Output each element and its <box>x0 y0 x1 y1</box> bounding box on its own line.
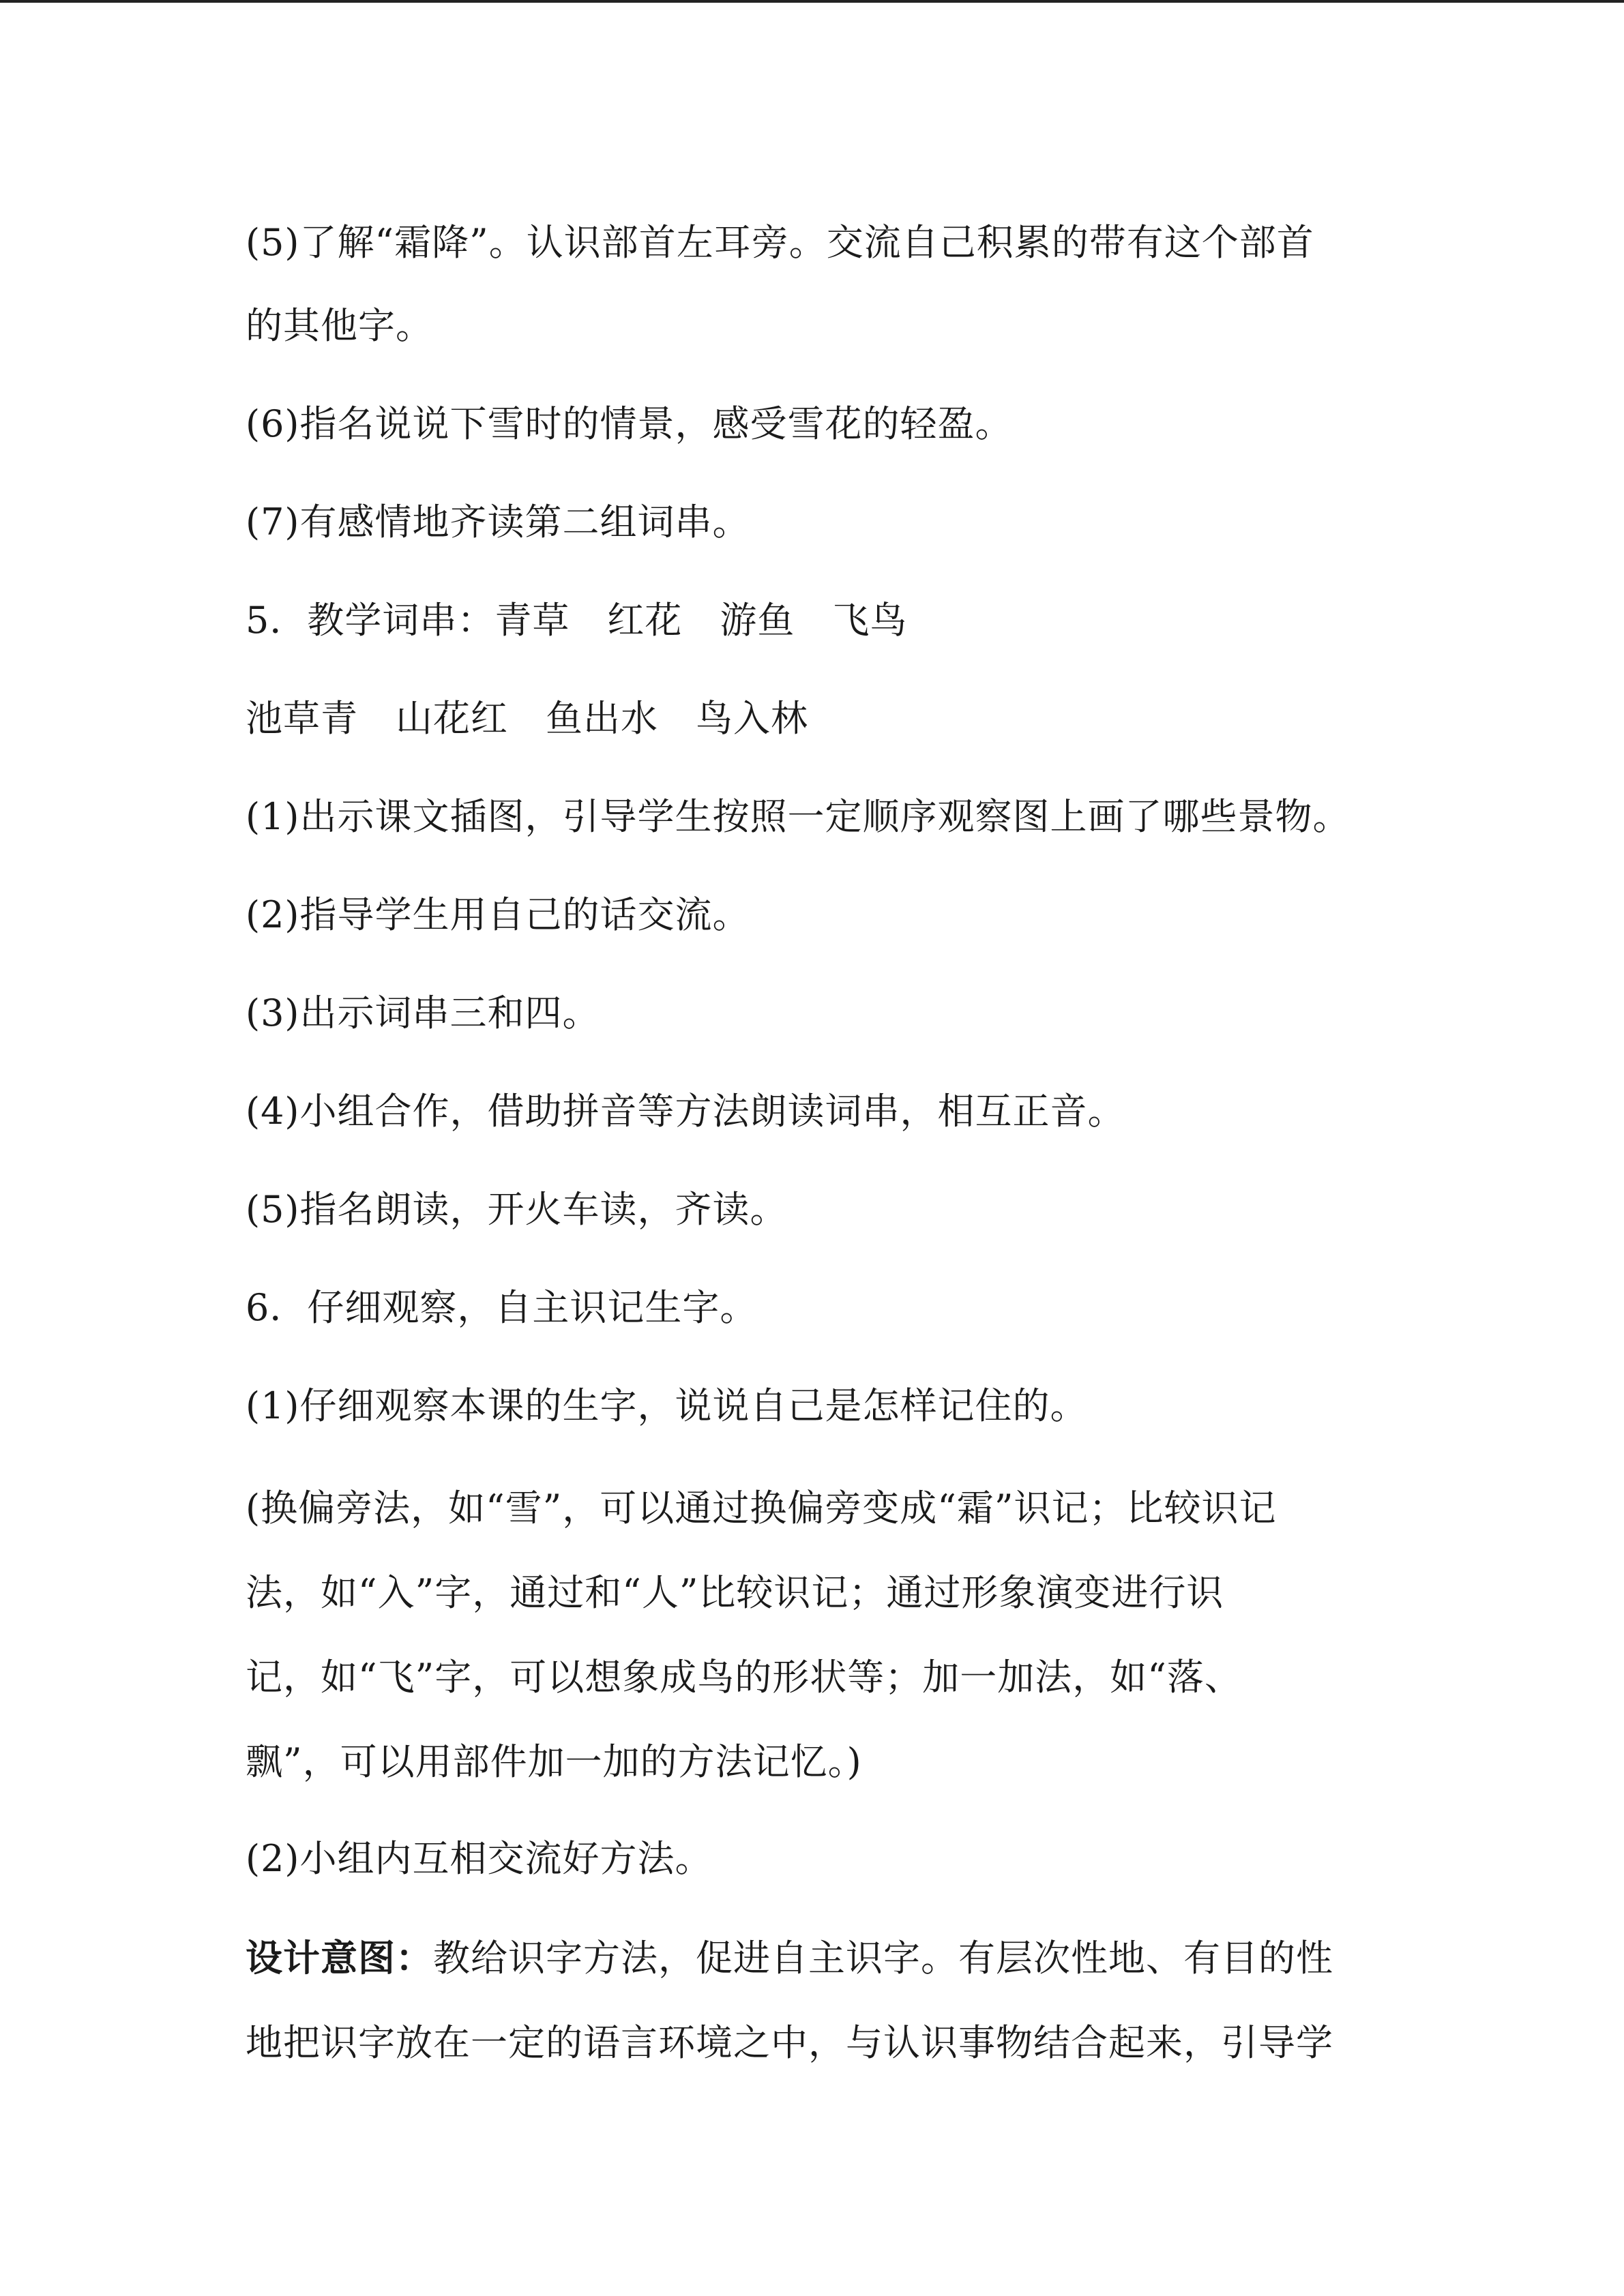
paragraph-line: 的其他字。 <box>246 304 433 347</box>
paragraph-line: (5)了解“霜降”。认识部首左耳旁。交流自己积累的带有这个部首 <box>246 221 1314 264</box>
paragraph-line: (6)指名说说下雪时的情景，感受雪花的轻盈。 <box>246 402 1013 445</box>
design-intent-line <box>246 1934 1333 1983</box>
paragraph-line: (3)出示词串三和四。 <box>246 992 600 1034</box>
paragraph-line: 池草青 山花红 鱼出水 鸟入林 <box>246 697 808 740</box>
paragraph-line: (7)有感情地齐读第二组词串。 <box>246 501 750 543</box>
paragraph-line: 6．仔细观察，自主识记生字。 <box>246 1286 758 1329</box>
paragraph-line: (换偏旁法，如“雪”，可以通过换偏旁变成“霜”识记；比较识记 <box>246 1487 1277 1530</box>
paragraph-line: (5)指名朗读，开火车读，齐读。 <box>246 1188 788 1231</box>
paragraph-line: 飘”，可以用部件加一加的方法记忆。) <box>246 1740 862 1783</box>
paragraph-line: 5．教学词串：青草 红花 游鱼 飞鸟 <box>246 599 908 642</box>
paragraph-line: (4)小组合作，借助拼音等方法朗读词串，相互正音。 <box>246 1090 1125 1133</box>
paragraph-line: (1)出示课文插图，引导学生按照一定顺序观察图上画了哪些景物。 <box>246 795 1350 838</box>
paragraph-line: (1)仔细观察本课的生字，说说自己是怎样记住的。 <box>246 1384 1088 1427</box>
paragraph-line: 法，如“入”字，通过和“人”比较识记；通过形象演变进行识 <box>246 1571 1224 1614</box>
design-intent-label: 设计意图： <box>246 1937 433 1980</box>
paragraph-line: (2)小组内互相交流好方法。 <box>246 1837 713 1880</box>
paragraph-line: 记，如“飞”字，可以想象成鸟的形状等；加一加法，如“落、 <box>246 1656 1242 1699</box>
page-top-border <box>0 0 1624 3</box>
paragraph-line: 地把识字放在一定的语言环境之中，与认识事物结合起来，引导学 <box>246 2021 1333 2064</box>
design-intent-text: 教给识字方法，促进自主识字。有层次性地、有目的性 <box>433 1937 1333 1980</box>
paragraph-line: (2)指导学生用自己的话交流。 <box>246 893 750 936</box>
